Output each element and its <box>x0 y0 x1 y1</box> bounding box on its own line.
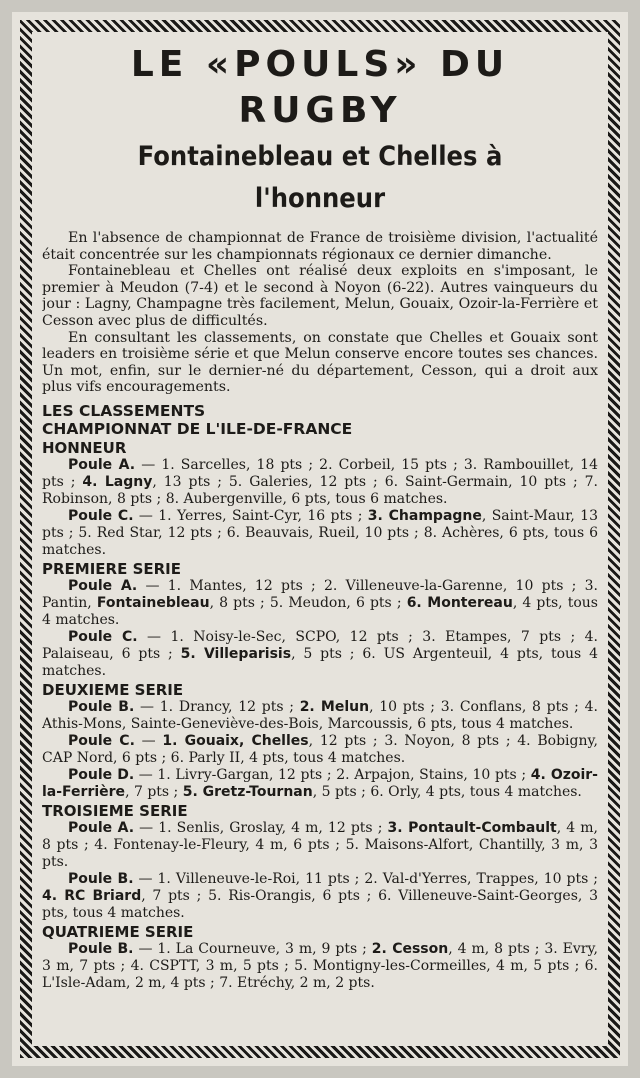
pool-standings <box>42 629 598 680</box>
intro-paragraph: En l'absence de championnat de France de troisième division, l'actualité était concentrée sur les championnats régionaux ce dernier dimanche. <box>42 230 598 263</box>
standings-text: — 1. Sarcelles, 18 pts ; 2. Corbeil, 15 pts ; 3. Rambouillet, 14 pts ; <box>42 456 598 490</box>
subheadline: Fontainebleau et Chelles à l'honneur <box>137 141 503 214</box>
pool-standings <box>42 767 598 801</box>
standings-text: — 1. La Courneuve, 3 m, 9 pts ; <box>133 940 372 957</box>
standings-text: , 4 m, 8 pts ; 3. Evry, 3 m, 7 pts ; 4. CSPTT, 3 m, 5 pts ; 5. Montigny-les-Cormeilles, 4 m, 5 pts ; 6. L'Isle-Adam, 2 m, 4 pts ; 7. Etréchy, 2 m, 2 pts. <box>42 940 598 991</box>
division-title: PREMIERE SERIE <box>42 559 181 578</box>
pool-standings <box>42 871 598 922</box>
pool-name: Poule B. <box>68 870 134 887</box>
standings-text: — 1. Mantes, 12 pts ; 2. Villeneuve-la-Garenne, 10 pts ; 3. Pantin, <box>42 577 598 611</box>
highlighted-club: 4. Lagny <box>82 473 153 490</box>
highlighted-club: Fontainebleau <box>96 594 210 611</box>
pool-name: Poule C. <box>68 628 138 645</box>
highlighted-club: 2. Cesson <box>371 940 449 957</box>
standings-text: , 8 pts ; 5. Meudon, 6 pts ; <box>209 594 407 611</box>
pool-name: Poule C. <box>68 732 135 749</box>
standings-text: — 1. Noisy-le-Sec, SCPO, 12 pts ; 3. Etampes, 7 pts ; 4. Palaiseau, 6 pts ; <box>42 628 598 662</box>
highlighted-club: 5. Villeparisis <box>180 645 292 662</box>
pool-name: Poule B. <box>68 698 135 715</box>
standings-text: , Saint-Maur, 13 pts ; 5. Red Star, 12 pts ; 6. Beauvais, Rueil, 10 pts ; 8. Achères, 6 pts, tous 6 matches. <box>42 507 598 558</box>
pool-standings <box>42 508 598 559</box>
division-title: QUATRIEME SERIE <box>42 922 194 941</box>
championship-title: CHAMPIONNAT DE L'ILE-DE-FRANCE <box>42 419 353 438</box>
pool-name: Poule C. <box>68 507 134 524</box>
intro-paragraph: Fontainebleau et Chelles ont réalisé deux exploits en s'imposant, le premier à Meudon (7-4) et le second à Noyon (6-22). Autres vainqueurs du jour : Lagny, Champagne très facilement, Melun, Gouaix, Ozoir-la-Ferrière et Cesson avec plus de difficultés. <box>42 263 598 329</box>
standings-text: , 5 pts ; 6. Orly, 4 pts, tous 4 matches. <box>312 783 582 800</box>
standings-text: — <box>134 732 163 749</box>
pool-standings <box>42 578 598 629</box>
classements-title: LES CLASSEMENTS <box>42 401 206 420</box>
standings-text: , 10 pts ; 3. Conflans, 8 pts ; 4. Athis-Mons, Sainte-Geneviève-des-Bois, Marcoussis, 6 pts, tous 4 matches. <box>42 698 598 732</box>
standings-text: , 7 pts ; 5. Ris-Orangis, 6 pts ; 6. Villeneuve-Saint-Georges, 3 pts, tous 4 matches. <box>42 887 598 921</box>
division-title: TROISIEME SERIE <box>42 801 188 820</box>
highlighted-club: 3. Champagne <box>367 507 482 524</box>
standings-text: , 12 pts ; 3. Noyon, 8 pts ; 4. Bobigny, CAP Nord, 6 pts ; 6. Parly II, 4 pts, tous 4 matches. <box>42 732 598 766</box>
standings-text: — 1. Drancy, 12 pts ; <box>134 698 300 715</box>
pool-standings <box>42 457 598 508</box>
pool-standings <box>42 733 598 767</box>
highlighted-club: 1. Gouaix, Chelles <box>162 732 309 749</box>
highlighted-club: 6. Montereau <box>406 594 513 611</box>
highlighted-club: 2. Melun <box>299 698 370 715</box>
standings-text: — 1. Senlis, Groslay, 4 m, 12 pts ; <box>134 819 388 836</box>
pool-name: Poule A. <box>68 819 135 836</box>
highlighted-club: 3. Pontault-Combault <box>387 819 557 836</box>
highlighted-club: 4. Ozoir-la-Ferrière <box>42 766 598 800</box>
newspaper-clipping <box>12 12 628 1066</box>
standings-text: , 7 pts ; <box>125 783 183 800</box>
intro <box>42 230 598 396</box>
highlighted-club: 4. RC Briard <box>42 887 142 904</box>
standings-text: — 1. Yerres, Saint-Cyr, 16 pts ; <box>133 507 368 524</box>
highlighted-club: 5. Gretz-Tournan <box>182 783 313 800</box>
article-body <box>42 42 598 1036</box>
pool-name: Poule D. <box>68 766 135 783</box>
division-title: DEUXIEME SERIE <box>42 680 184 699</box>
standings-text: — 1. Villeneuve-le-Roi, 11 pts ; 2. Val-d'Yerres, Trappes, 10 pts ; <box>133 870 598 887</box>
pool-name: Poule A. <box>68 577 138 594</box>
intro-paragraph: En consultant les classements, on constate que Chelles et Gouaix sont leaders en troisième série et que Melun conserve encore toutes ses chances. Un mot, enfin, sur le dernier-né du département, Cesson, qui a droit aux plus vifs encouragements. <box>42 329 598 396</box>
standings-text: , 13 pts ; 5. Galeries, 12 pts ; 6. Saint-Germain, 10 pts ; 7. Robinson, 8 pts ; 8. Aubergenville, 6 pts, tous 6 matches. <box>42 473 598 507</box>
pool-name: Poule B. <box>68 940 134 957</box>
headline: LE «POULS» DU RUGBY <box>130 44 510 131</box>
pool-standings <box>42 699 598 733</box>
division-title: HONNEUR <box>42 438 127 457</box>
standings-text: , 5 pts ; 6. US Argenteuil, 4 pts, tous 4 matches. <box>42 645 598 679</box>
pool-name: Poule A. <box>68 456 136 473</box>
standings-text: , 4 m, 8 pts ; 4. Fontenay-le-Fleury, 4 m, 6 pts ; 5. Maisons-Alfort, Chantilly, 3 m, 3 pts. <box>42 819 598 870</box>
standings-text: — 1. Livry-Gargan, 12 pts ; 2. Arpajon, Stains, 10 pts ; <box>134 766 531 783</box>
standings <box>42 439 598 992</box>
pool-standings <box>42 820 598 871</box>
pool-standings <box>42 941 598 992</box>
standings-text: , 4 pts, tous 4 matches. <box>42 594 598 628</box>
